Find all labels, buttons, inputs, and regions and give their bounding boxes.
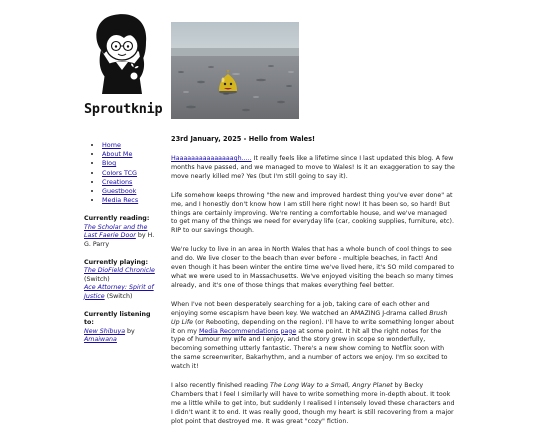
nav-link[interactable]: Colors TCG <box>102 168 137 177</box>
reading-title-link[interactable]: The Scholar and the Last Faerie Door <box>84 223 148 240</box>
nav-link[interactable]: Creations <box>102 177 133 186</box>
media-recs-link[interactable]: Media Recommendations page <box>198 327 297 335</box>
site-title: Sproutknip <box>84 101 163 117</box>
nav-item-blog[interactable] <box>102 159 159 168</box>
game-link[interactable]: The DioField Chronicle <box>84 267 155 275</box>
currently-listening <box>84 311 159 345</box>
post-paragraph <box>171 301 455 372</box>
artist-link[interactable]: Amaiwana <box>84 336 117 344</box>
nav-item-guestbook[interactable] <box>102 187 159 196</box>
intro-link[interactable]: Haaaaaaaaaaaaaaagh..... <box>171 155 252 162</box>
nav-item-colors-tcg[interactable] <box>102 169 159 178</box>
game-link[interactable]: Ace Attorney: Spirit of Justice <box>84 284 154 300</box>
game-platform: (Switch) <box>104 292 133 300</box>
post-paragraph <box>171 155 455 182</box>
paragraph-text: by Becky Chambers that I feel I similarly will have to write something more in-depth about. It took me a little while to get into, but suddenly I realised I intensely loved these characters and I didn't want it to end. It was really good, though my heart is still recovering from a major plot point that destroyed me. It was great "cozy" fiction. <box>171 382 455 425</box>
nav-item-home[interactable] <box>102 141 159 150</box>
main-content <box>171 22 455 427</box>
post-paragraph: We're lucky to live in an area in North Wales that has a whole bunch of cool things to see and do. We live closer to the beach than ever before - multiple beaches, in fact! And even though it has been winter the entire time we've lived here, it's SO mild compared to what we were used to in Massachusetts. We've enjoyed visiting the beach so many times already, and it's one of those things that makes everything feel better. <box>171 246 455 289</box>
paragraph-text: at some point. It hit all the right notes for the type of humour my wife and I enjoy, and the story grew in scope so wonderfully, becoming something utterly fantastic. There's a new show coming to Netflix soon with the same screenwriter, Bakarhythm, and a number of actors we enjoy. I'm so excited to watch it! <box>171 327 448 371</box>
paragraph-text: It really feels like a lifetime since I last updated this blog. A few months have passed, and we managed to move to Wales! Is it an exaggeration to say the move nearly killed me? Yes (but I'm still going to say it). <box>171 155 455 180</box>
paragraph-text: I also recently finished reading <box>171 382 270 390</box>
paragraph-text: (or Rebooting, depending on the region). I'll have to write something longer about it on my <box>171 318 455 335</box>
show-title: Brush Up Life <box>171 309 448 326</box>
track-link[interactable]: New Shibuya <box>84 327 126 335</box>
sidebar <box>84 10 163 345</box>
paragraph-text: When I've not been desperately searching for a job, taking care of each other and enjoying some escapism have been key. We watched an AMAZING J-drama called <box>171 300 430 317</box>
avatar <box>84 10 159 95</box>
reading-author: by H. G. Parry <box>84 232 155 248</box>
nav-menu <box>84 141 159 205</box>
currently-playing <box>84 259 159 301</box>
currently-reading <box>84 215 159 249</box>
nav-link[interactable]: About Me <box>102 150 133 159</box>
nav-link[interactable]: Home <box>102 141 121 149</box>
nav-item-media-recs[interactable] <box>102 196 159 205</box>
book-title: The Long Way to a Small, Angry Planet <box>269 382 393 390</box>
post-title: 23rd January, 2025 - Hello from Wales! <box>171 135 316 143</box>
game-platform: (Switch) <box>84 275 110 283</box>
nav-link[interactable]: Blog <box>102 159 117 168</box>
nav-item-creations[interactable] <box>102 178 159 187</box>
beach-photo <box>171 22 299 119</box>
nav-link[interactable]: Guestbook <box>102 187 137 196</box>
currently-reading-header: Currently reading: <box>84 215 150 223</box>
post-body <box>171 155 455 427</box>
currently-playing-header: Currently playing: <box>84 259 149 267</box>
post-paragraph <box>171 382 455 427</box>
nav-item-about-me[interactable] <box>102 150 159 159</box>
post-paragraph: Life somehow keeps throwing "the new and improved hardest thing you've ever done" at me, and I honestly don't know how I am still here right now! It has been so, so hard! But things are certainly improving. We're renting a comfortable house, and we've managed to get many of the things we need for everyday life (car, cooking supplies, furniture, etc). RIP to our savings though. <box>171 191 454 235</box>
nav-link[interactable]: Media Recs <box>102 196 139 205</box>
track-by: by <box>125 327 135 335</box>
currently-listening-header: Currently listening to: <box>84 311 151 327</box>
